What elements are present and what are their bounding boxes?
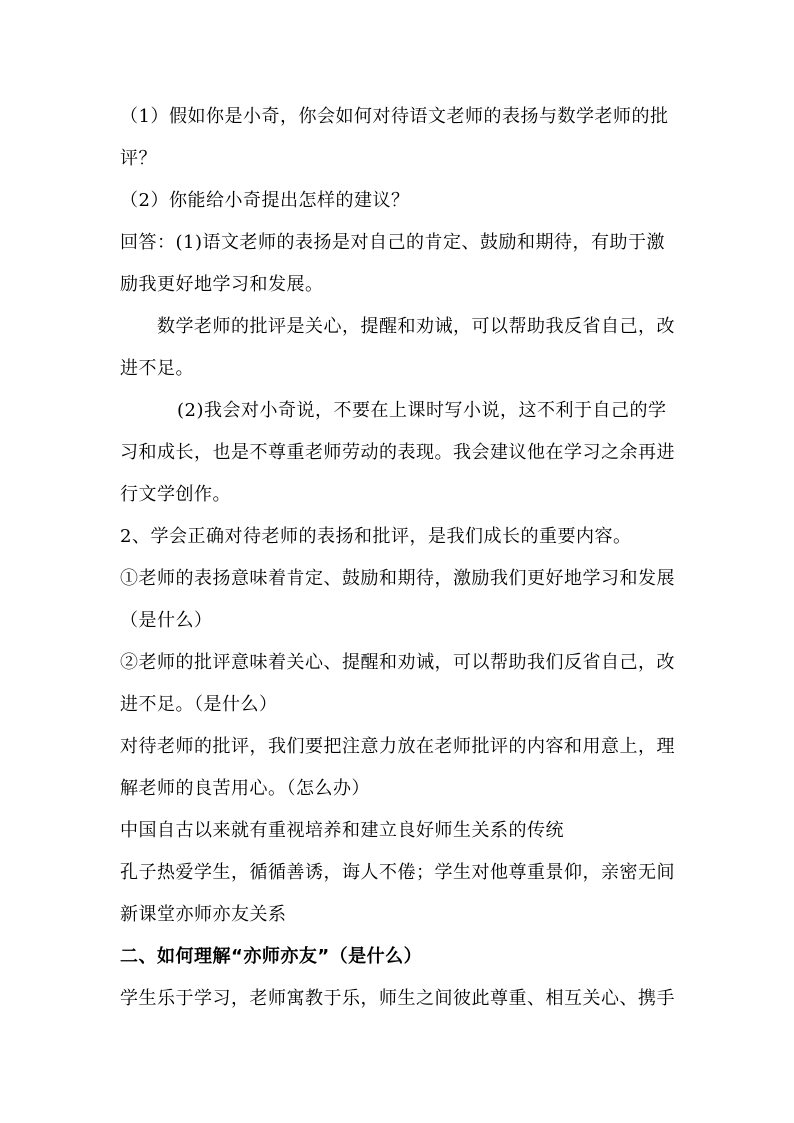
text-line-math-criticism: 数学老师的批评是关心，提醒和劝诫，可以帮助我反省自己，改 bbox=[157, 316, 675, 337]
text-line-answer2-cont: 习和成长，也是不尊重老师劳动的表现。我会建议他在学习之余再进 bbox=[120, 442, 675, 463]
text-line-point2: 2、学会正确对待老师的表扬和批评，是我们成长的重要内容。 bbox=[120, 526, 632, 547]
section-heading: 二、如何理解“亦师亦友”（是什么） bbox=[120, 946, 423, 967]
text-line-answer-cont: 励我更好地学习和发展。 bbox=[120, 274, 324, 295]
text-line-attitude: 对待老师的批评，我们要把注意力放在老师批评的内容和用意上，理 bbox=[120, 736, 675, 757]
text-line-answer2-end: 行文学创作。 bbox=[120, 484, 231, 505]
text-line-q1: （1）假如你是小奇，你会如何对待语文老师的表扬与数学老师的批 bbox=[120, 106, 669, 127]
text-line-praise-cont: （是什么） bbox=[120, 610, 213, 631]
text-line-q2: （2）你能给小奇提出怎样的建议？ bbox=[120, 190, 410, 211]
text-line-attitude-cont: 解老师的良苦用心。（怎么办） bbox=[120, 778, 370, 799]
text-line-criticism-cont: 进不足。（是什么） bbox=[120, 694, 278, 715]
text-line-answer: 回答：(1)语文老师的表扬是对自己的肯定、鼓励和期待，有助于激 bbox=[120, 232, 665, 253]
text-line-q1-cont: 评？ bbox=[120, 148, 157, 169]
text-line-new-classroom: 新课堂亦师亦友关系 bbox=[120, 904, 287, 925]
text-line-answer2: (2)我会对小奇说，不要在上课时写小说，这不利于自己的学 bbox=[177, 400, 667, 421]
text-line-math-criticism-cont: 进不足。 bbox=[120, 358, 194, 379]
text-line-definition: 学生乐于学习，老师寓教于乐，师生之间彼此尊重、相互关心、携手 bbox=[120, 988, 675, 1009]
text-line-criticism: ②老师的批评意味着关心、提醒和劝诫，可以帮助我们反省自己，改 bbox=[120, 652, 675, 673]
text-line-confucius: 孔子热爱学生，循循善诱，诲人不倦；学生对他尊重景仰，亲密无间 bbox=[120, 862, 675, 883]
text-line-praise: ①老师的表扬意味着肯定、鼓励和期待，激励我们更好地学习和发展 bbox=[120, 568, 675, 589]
text-line-tradition: 中国自古以来就有重视培养和建立良好师生关系的传统 bbox=[120, 820, 564, 841]
